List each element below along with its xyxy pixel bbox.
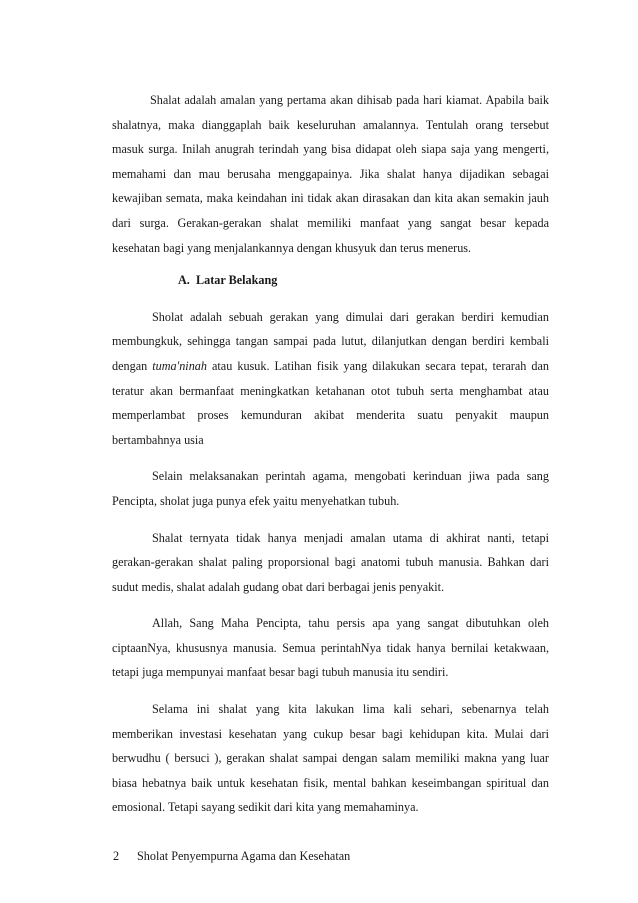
paragraph-1 [112,305,549,453]
section-title: Latar Belakang [196,273,278,288]
intro-paragraph: Shalat adalah amalan yang pertama akan dihisab pada hari kiamat. Apabila baik shalatnya, maka dianggaplah baik keseluruhan amalannya. Tentulah orang tersebut masuk surga. Inilah anugrah terindah yang bisa didapat oleh siapa saja yang mengerti, memahami dan mau berusaha menggapainya. Jika shalat hanya dijadikan sebagai kewajiban semata, maka keindahan ini tidak akan dirasakan dan kita akan semakin jauh dari surga. Gerakan-gerakan shalat memiliki manfaat yang sangat besar kepada kesehatan bagi yang menjalankannya dengan khusyuk dan terus menerus. [112,93,549,255]
section-number: A. [178,273,190,288]
spacer [112,452,549,464]
paragraph-4: Allah, Sang Maha Pencipta, tahu persis apa yang sangat dibutuhkan oleh ciptaanNya, khususnya manusia. Semua perintahNya tidak hanya bernilai ketakwaan, tetapi juga mempunyai manfaat besar bagi tubuh manusia itu sendiri. [112,616,549,680]
page-content [112,88,549,820]
page-footer [113,848,350,864]
italic-term: tuma'ninah [152,358,207,373]
paragraph-2: Selain melaksanakan perintah agama, mengobati kerinduan jiwa pada sang Pencipta, sholat juga punya efek yaitu menyehatkan tubuh. [112,469,549,508]
paragraph-3: Shalat ternyata tidak hanya menjadi amalan utama di akhirat nanti, tetapi gerakan-gerakan shalat paling proporsional bagi anatomi tubuh manusia. Bahkan dari sudut medis, shalat adalah gudang obat dari berbagai jenis penyakit. [112,530,549,594]
paragraph-1-text-b: atau kusuk. Latihan fisik yang dilakukan secara tepat, terarah dan teratur akan bermanfaat meningkatkan ketahanan otot tubuh serta menghambat atau memperlambat proses kemunduran akibat menderita suatu penyakit maupun bertambahnya usia [112,358,549,447]
spacer [112,293,549,305]
section-heading [112,268,549,293]
paragraph-1-text-a: Sholat adalah sebuah gerakan yang dimulai dari gerakan berdiri kemudian membungkuk, sehingga tangan sampai pada lutut, dilanjutkan dengan berdiri kembali dengan [112,309,549,373]
spacer [112,685,549,697]
book-title: Sholat Penyempurna Agama dan Kesehatan [137,849,351,863]
spacer [112,260,549,268]
paragraph-5: Selama ini shalat yang kita lakukan lima kali sehari, sebenarnya telah memberikan investasi kesehatan yang cukup besar bagi kehidupan kita. Mulai dari berwudhu ( bersuci ), gerakan shalat sampai dengan salam memiliki makna yang luar biasa hebatnya baik untuk kesehatan fisik, mental bahkan keseimbangan spiritual dan emosional. Tetapi sayang sedikit dari kita yang memahaminya. [112,702,549,815]
spacer [112,514,549,526]
page-number: 2 [113,849,120,863]
spacer [112,599,549,611]
